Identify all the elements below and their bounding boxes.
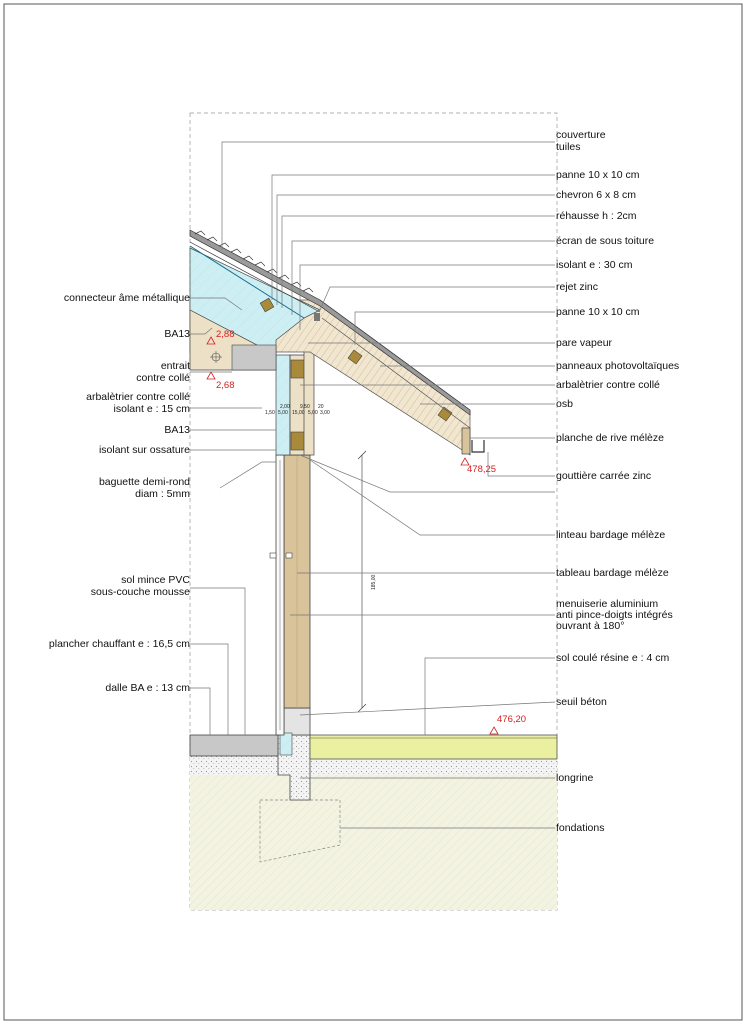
level-268-text: 2,68 [216,380,235,391]
label-planche-rive: planche de rive mélèze [556,432,664,444]
label-isolant-ossature: isolant sur ossature [98,444,190,456]
label-osb: osb [556,398,573,410]
label-couverture-l2: tuiles [556,141,581,153]
dim-bottom-row [265,410,330,416]
label-baguette-l2: diam : 5mm [135,488,190,500]
label-entrait-l1: entrait [160,360,190,372]
level-47620 [490,714,526,734]
dim-bottom-3: 5,00 [308,410,318,416]
label-longrine: longrine [556,772,594,784]
label-isolant-30: isolant e : 30 cm [556,259,633,271]
label-ba13-1: BA13 [164,328,190,340]
dalle-ba [190,735,278,756]
labels-left [49,292,190,694]
label-arbaletrier-l-l2: isolant e : 15 cm [113,403,190,415]
window-handle [270,553,276,558]
hinge [286,553,292,558]
label-menuiserie-l1: menuiserie aluminium [556,598,659,610]
label-entrait-l2: contre collé [136,372,190,384]
level-268 [207,372,235,391]
ceiling-ba13 [232,345,276,370]
label-gouttiere: gouttière carrée zinc [556,470,652,482]
label-menuiserie [556,598,673,632]
dim-bottom-0: 1,50 [265,410,275,416]
label-menuiserie-l3: ouvrant à 180° [556,620,625,632]
level-47620-text: 476,20 [497,714,527,725]
label-rehausse: réhausse h : 2cm [556,210,637,222]
label-tableau: tableau bardage mélèze [556,567,669,579]
rejet-zinc-post [314,313,320,321]
dim-height: 185,00 [371,574,377,590]
dim-top-1: 9,50 [300,404,310,410]
label-baguette-l1: baguette demi-rond [98,476,190,488]
label-chevron: chevron 6 x 8 cm [556,189,636,201]
label-pv: panneaux photovoltaïques [556,360,680,372]
label-seuil: seuil béton [556,696,607,708]
sol-resine-floor [310,735,557,759]
label-arbaletrier-r: arbalètrier contre collé [556,379,660,391]
fondations-block [190,775,557,910]
dim-bottom-2: 15,00 [292,410,305,416]
label-dalle: dalle BA e : 13 cm [105,682,190,694]
label-rejet-zinc: rejet zinc [556,281,599,293]
label-pare-vapeur: pare vapeur [556,337,613,349]
label-couverture [556,129,606,153]
label-sol-pvc-l2: sous-couche mousse [90,586,190,598]
label-arbaletrier-l-l1: arbalètrier contre collé [86,391,190,403]
label-baguette [99,476,190,500]
dim-bottom-1: 5,00 [278,410,288,416]
label-arbaletrier-l [86,391,190,415]
label-fondations: fondations [556,822,605,834]
label-linteau: linteau bardage mélèze [556,529,666,541]
gouttiere-zinc [472,440,484,452]
label-plancher: plancher chauffant e : 16,5 cm [48,638,190,650]
dim-bottom-4: 3,00 [320,410,330,416]
dim-top-2: 20 [318,404,324,410]
label-entrait [136,360,190,384]
level-47825-text: 478,25 [467,464,497,475]
labels-right [556,129,679,834]
label-connecteur: connecteur âme métallique [63,292,190,304]
leaders-right [222,142,555,828]
label-panne-2: panne 10 x 10 cm [556,306,640,318]
level-47825 [461,458,496,475]
dim-top-0: 2,00 [280,404,290,410]
label-panne-1: panne 10 x 10 cm [556,169,640,181]
label-couverture-l1: couverture [556,129,606,141]
label-sol-pvc-l1: sol mince PVC [121,574,190,586]
level-288-text: 2,88 [216,329,235,340]
label-sol-pvc [91,574,191,598]
label-sol-resine: sol coulé résine e : 4 cm [556,652,670,664]
threshold-insulation [280,733,292,755]
planche-rive [462,428,470,454]
label-menuiserie-l2: anti pince-doigts intégrés [556,609,673,621]
label-ecran: écran de sous toiture [556,235,655,247]
label-ba13-2: BA13 [164,424,190,436]
seuil-beton [284,708,310,735]
